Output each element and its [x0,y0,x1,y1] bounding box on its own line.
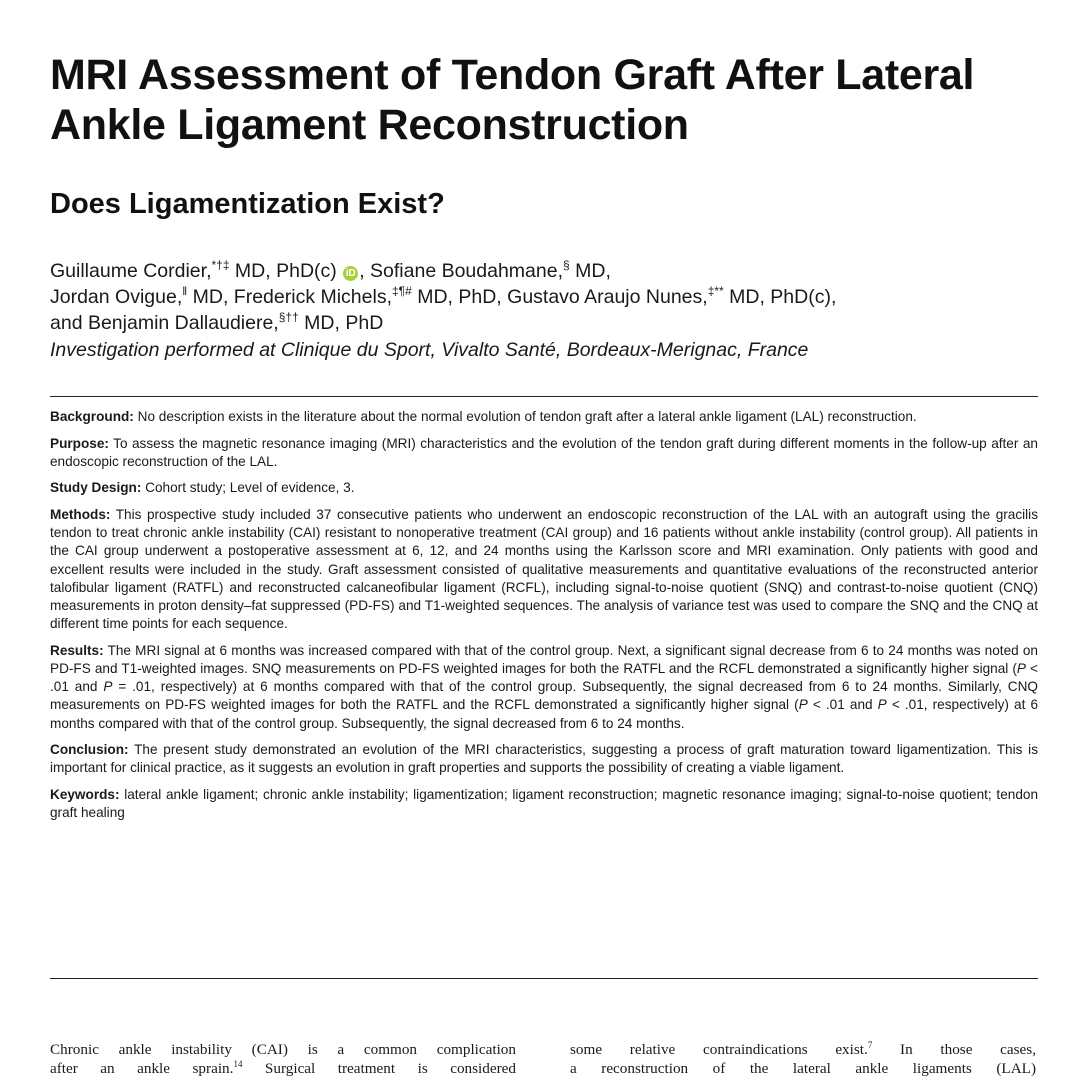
abstract-conclusion [50,741,1038,777]
abstract-results [50,642,1038,733]
section-label: Purpose: [50,435,109,451]
section-text: < .01, respectively) at 6 months compared with that of the control group. Subsequently, the signal decreased from 6 to 24 months. [50,697,1039,731]
section-label: Results: [50,642,104,658]
section-text: The present study demonstrated an evolution of the MRI characteristics, suggesting a process of graft maturation toward ligamentization. This is important for clinical practice, as it suggests an evolution in graft properties and supports the possibility of creating a viable ligament. [50,742,1038,776]
body-line [50,1059,516,1078]
section-label: Background: [50,409,134,424]
author-degree: MD, PhD, Gustavo Araujo Nunes, [411,286,708,308]
section-text: lateral ankle ligament; chronic ankle instability; ligamentization; ligament reconstruction; magnetic resonance imaging; signal-to-noise quotient; tendon graft healing [50,787,1038,821]
body-text: In those cases, [872,1041,1036,1058]
section-text: < .01 and [50,661,1038,695]
body-text: some relative contraindications exist. [570,1041,868,1058]
abstract-methods [50,506,1038,633]
p-value-symbol: P [103,679,113,695]
section-text: No description exists in the literature about the normal evolution of tendon graft after a lateral ankle ligament (LAL) reconstruction. [133,409,917,424]
affiliation-marker: § [563,258,570,272]
section-text: Cohort study; Level of evidence, 3. [141,480,355,496]
abstract-study-design [50,479,1038,497]
section-text: To assess the magnetic resonance imaging (MRI) characteristics and the evolution of the tendon graft during different moments in the follow-up after an endoscopic reconstruction of the LAL. [50,435,1038,469]
author-name: Jordan Ovigue, [50,286,183,308]
section-label: Study Design: [50,480,142,496]
citation-ref: 7 [867,1040,873,1050]
abstract-purpose [50,435,1038,471]
section-text: The MRI signal at 6 months was increased compared with that of the control group. Next, a significant signal decrease from 6 to 24 months was noted on PD-FS and T1-weighted images. SNQ measurements on PD-FS weighted images for both the RATFL and the RCFL demonstrated a significantly higher signal ( [50,642,1038,676]
article-title: MRI Assessment of Tendon Graft After Lateral Ankle Ligament Reconstruction [50,51,975,149]
article-subtitle: Does Ligamentization Exist? [50,188,445,220]
section-label: Methods: [50,506,111,522]
author-name: and Benjamin Dallaudiere, [50,312,279,334]
affiliation-marker: §†† [278,310,299,324]
body-line: a reconstruction of the lateral ankle ligaments (LAL) [570,1060,1036,1077]
p-value-symbol: P [877,697,887,713]
affiliation-marker: ‡¶# [392,284,412,298]
section-label: Keywords: [50,787,120,802]
institution-line: Investigation performed at Clinique du Sport, Vivalto Santé, Bordeaux-Merignac, France [50,339,809,361]
section-text: < .01 and [807,697,878,713]
section-text: This prospective study included 37 consecutive patients who underwent an endoscopic reconstruction of the LAL with an autograft using the gracilis tendon to treat chronic ankle instability (CAI) resistant to nonoperative treatment (CAI group) and 16 patients without ankle instability (control group). All patients in the CAI group underwent a postoperative assessment at 6, 12, and 24 months using the Karlsson score and MRI examination. Only patients with good and excellent results were included in the study. Graft assessment consisted of qualitative measurements and quantitative evaluations of the reconstructed anterior talofibular ligament (RATFL) and reconstructed calcaneofibular ligament (RCFL), including signal-to-noise quotient (SNQ) and contrast-to-noise quotient (CNQ) measurements in proton density–fat suppressed (PD-FS) and T1-weighted sequences. The analysis of variance test was used to compare the SNQ and the CNQ at different time points for each sequence. [50,506,1038,632]
abstract-bottom-rule [50,978,1038,979]
body-column-right [570,1040,1036,1078]
abstract-top-rule [50,396,1038,397]
p-value-symbol: P [798,697,808,713]
author-degree: MD, PhD(c) [229,260,343,282]
affiliation-marker: ‡** [707,284,724,298]
section-label: Conclusion: [50,742,129,758]
citation-ref: 14 [233,1059,243,1069]
section-text: = .01, respectively) at 6 months compared with that of the control group. Subsequently, the signal decreased from 6 to 24 months. Similarly, CNQ measurements on PD-FS weighted images for both the RATFL and the RCFL demonstrated a significantly higher signal ( [50,679,1038,713]
body-line: Chronic ankle instability (CAI) is a common complication [50,1041,516,1058]
abstract [50,408,1038,831]
author-degree: MD, Frederick Michels, [187,286,392,308]
author-name: Guillaume Cordier, [50,260,212,282]
affiliation-marker: *†‡ [211,258,230,272]
p-value-symbol: P [1016,661,1026,676]
body-text: after an ankle sprain. [50,1060,234,1077]
author-degree: MD, PhD [298,312,384,334]
author-degree: MD, [569,260,611,282]
orcid-icon[interactable]: iD [343,266,358,281]
author-degree: MD, PhD(c), [723,286,837,308]
author-list [50,258,1040,336]
author-name: , Sofiane Boudahmane, [359,260,564,282]
body-column-left [50,1040,516,1078]
abstract-keywords [50,786,1038,822]
abstract-background [50,408,1038,426]
affiliation-marker: ‖ [182,284,188,298]
body-text: Surgical treatment is considered [242,1060,517,1077]
body-line [570,1040,1036,1059]
